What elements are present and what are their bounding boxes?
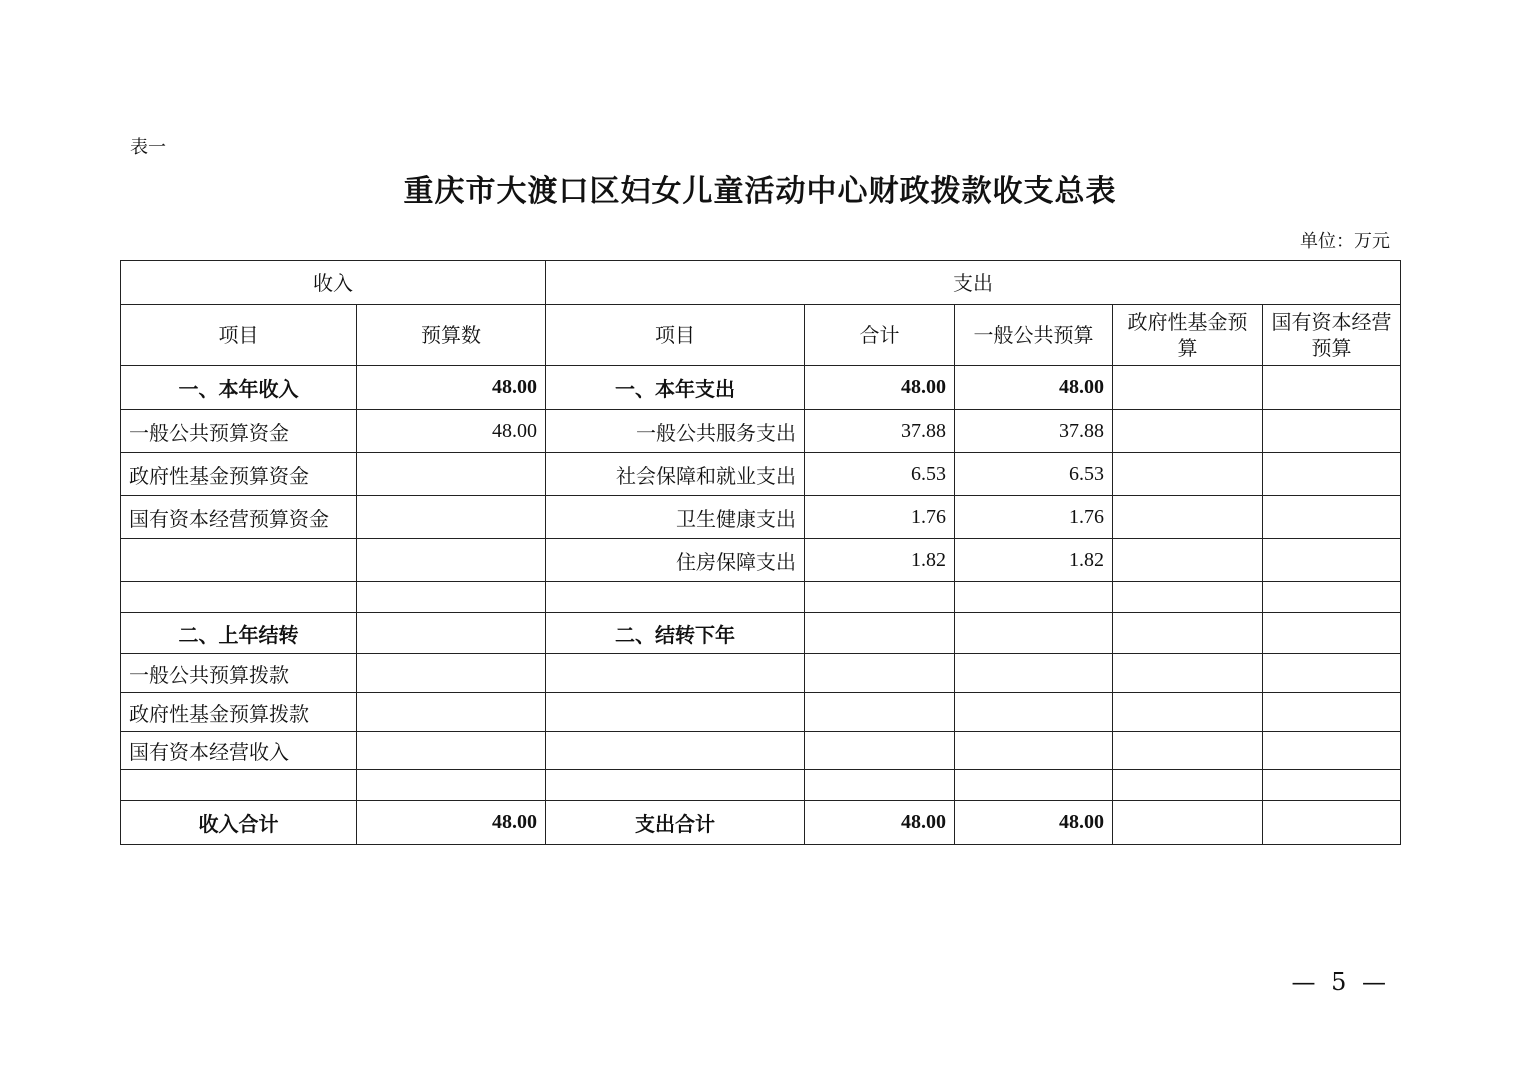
income-budget-cell [357,582,546,613]
total-cell [805,582,955,613]
table-row [121,770,1401,801]
gov-fund-cell [1113,366,1263,410]
gov-fund-cell [1113,496,1263,539]
column-header-row [121,305,1401,366]
income-item-cell: 一般公共预算拨款 [121,654,357,693]
income-item-cell [121,770,357,801]
expense-item-cell: 一、本年支出 [546,366,805,410]
total-cell [805,613,955,654]
income-budget-cell [357,496,546,539]
state-capital-cell [1263,693,1401,732]
col-income-item: 项目 [121,305,357,366]
income-budget-cell [357,453,546,496]
table-row [121,366,1401,410]
table-tag: 表一 [130,137,166,158]
total-cell [805,654,955,693]
expense-item-cell: 支出合计 [546,801,805,845]
income-budget-cell: 48.00 [357,410,546,453]
total-cell: 1.76 [805,496,955,539]
total-cell [805,732,955,770]
general-budget-cell [955,582,1113,613]
state-capital-cell [1263,496,1401,539]
table-row [121,582,1401,613]
income-budget-cell [357,613,546,654]
table-row [121,654,1401,693]
table-row [121,539,1401,582]
gov-fund-cell [1113,770,1263,801]
total-cell: 37.88 [805,410,955,453]
expense-item-cell: 住房保障支出 [546,539,805,582]
income-item-cell: 政府性基金预算资金 [121,453,357,496]
state-capital-cell [1263,539,1401,582]
group-header-row [121,261,1401,305]
expense-item-cell [546,693,805,732]
expense-item-cell: 一般公共服务支出 [546,410,805,453]
income-item-cell: 收入合计 [121,801,357,845]
gov-fund-cell [1113,453,1263,496]
state-capital-cell [1263,732,1401,770]
unit-label: 单位：万元 [1300,231,1390,252]
income-item-cell: 国有资本经营预算资金 [121,496,357,539]
table-row [121,613,1401,654]
income-item-cell: 政府性基金预算拨款 [121,693,357,732]
general-budget-cell: 48.00 [955,801,1113,845]
income-item-cell [121,582,357,613]
general-budget-cell [955,732,1113,770]
table-row [121,693,1401,732]
general-budget-cell: 48.00 [955,366,1113,410]
income-budget-cell [357,732,546,770]
income-group-header: 收入 [121,261,546,305]
income-budget-cell [357,654,546,693]
state-capital-cell [1263,366,1401,410]
expense-item-cell: 二、结转下年 [546,613,805,654]
total-cell: 6.53 [805,453,955,496]
total-cell: 48.00 [805,801,955,845]
state-capital-cell [1263,410,1401,453]
gov-fund-cell [1113,410,1263,453]
state-capital-cell [1263,654,1401,693]
expense-item-cell: 卫生健康支出 [546,496,805,539]
total-cell [805,693,955,732]
general-budget-cell [955,693,1113,732]
expense-item-cell [546,732,805,770]
gov-fund-cell [1113,732,1263,770]
col-general-budget: 一般公共预算 [955,305,1113,366]
income-item-cell: 一、本年收入 [121,366,357,410]
col-income-budget: 预算数 [357,305,546,366]
general-budget-cell: 6.53 [955,453,1113,496]
expense-item-cell: 社会保障和就业支出 [546,453,805,496]
state-capital-cell [1263,453,1401,496]
gov-fund-cell [1113,539,1263,582]
gov-fund-cell [1113,613,1263,654]
income-budget-cell [357,693,546,732]
page-number: — 5 — [1291,968,1390,996]
state-capital-cell [1263,770,1401,801]
income-item-cell: 二、上年结转 [121,613,357,654]
state-capital-cell [1263,582,1401,613]
col-state-capital: 国有资本经营预算 [1263,305,1401,366]
income-budget-cell [357,539,546,582]
state-capital-cell [1263,801,1401,845]
expense-item-cell [546,770,805,801]
general-budget-cell: 1.82 [955,539,1113,582]
totals-row [121,801,1401,845]
table-row [121,496,1401,539]
table-row [121,410,1401,453]
general-budget-cell: 37.88 [955,410,1113,453]
income-item-cell: 一般公共预算资金 [121,410,357,453]
general-budget-cell: 1.76 [955,496,1113,539]
col-total: 合计 [805,305,955,366]
total-cell [805,770,955,801]
general-budget-cell [955,770,1113,801]
budget-table [120,260,1401,845]
table-row [121,732,1401,770]
expense-item-cell [546,654,805,693]
expense-group-header: 支出 [546,261,1401,305]
col-gov-fund: 政府性基金预算 [1113,305,1263,366]
total-cell: 1.82 [805,539,955,582]
gov-fund-cell [1113,801,1263,845]
general-budget-cell [955,613,1113,654]
income-item-cell [121,539,357,582]
gov-fund-cell [1113,654,1263,693]
income-budget-cell [357,770,546,801]
expense-item-cell [546,582,805,613]
page-title: 重庆市大渡口区妇女儿童活动中心财政拨款收支总表 [403,174,1117,209]
total-cell: 48.00 [805,366,955,410]
col-expense-item: 项目 [546,305,805,366]
general-budget-cell [955,654,1113,693]
gov-fund-cell [1113,693,1263,732]
income-item-cell: 国有资本经营收入 [121,732,357,770]
income-budget-cell: 48.00 [357,366,546,410]
state-capital-cell [1263,613,1401,654]
income-budget-cell: 48.00 [357,801,546,845]
table-row [121,453,1401,496]
gov-fund-cell [1113,582,1263,613]
